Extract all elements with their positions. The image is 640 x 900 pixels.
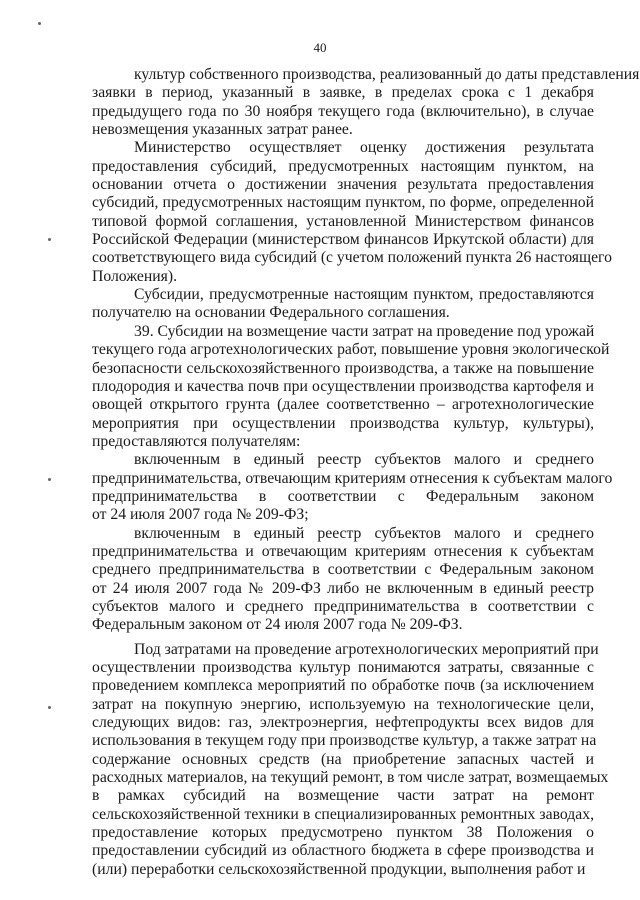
paragraph [92, 139, 612, 286]
document-body [92, 66, 640, 879]
text-line: культур собственного производства, реализованный до даты представления [134, 66, 640, 83]
text-line: предпринимательства, отвечающим критериям отнесения к субъектам малого [92, 469, 613, 487]
page-number: 40 [313, 40, 327, 55]
text-line: безопасности сельскохозяйственного производства, а также на повышение [92, 359, 594, 377]
text-line: предпринимательства и отвечающим критериям отнесения к субъектам [92, 542, 594, 560]
text-line: Министерство осуществляет оценку достижения результата [134, 139, 594, 157]
text-line: от 24 июля 2007 года № 209-ФЗ либо не включенным в единый реестр [92, 579, 594, 597]
text-line: предоставляются получателям: [92, 432, 301, 450]
paragraph [92, 286, 594, 323]
text-line: (или) переработки сельскохозяйственной продукции, выполнения работ и [92, 860, 586, 878]
scan-speck [48, 706, 51, 709]
text-line: содержание основных средств (на приобретение запасных частей и [92, 750, 594, 768]
text-line: включенным в единый реестр субъектов малого и среднего [134, 451, 594, 469]
text-line: мероприятия при осуществлении производства культур, культуры), [92, 414, 594, 432]
text-line: предоставления субсидий, предусмотренных настоящим пунктом, на [92, 157, 594, 175]
text-line: проведением комплекса мероприятий по обработке почв (за исключением [92, 677, 594, 695]
text-line: заявки в период, указанный в заявке, в пределах срока с 1 декабря [92, 84, 594, 102]
text-line: в рамках субсидий на возмещение части затрат на ремонт [92, 787, 594, 805]
text-line: невозмещения указанных затрат ранее. [92, 121, 353, 139]
paragraph [92, 525, 594, 635]
text-line: Под затратами на проведение агротехнологических мероприятий при [134, 640, 599, 658]
text-line: типовой формой соглашения, установленной Министерством финансов [92, 212, 594, 230]
scan-speck [48, 478, 51, 481]
text-line: предыдущего года по 30 ноября текущего года (включительно), в случае [92, 102, 594, 120]
text-line: предпринимательства в соответствии с Федеральным законом [92, 487, 594, 505]
scan-speck [38, 22, 41, 25]
text-line: Российской Федерации (министерством финансов Иркутской области) для [92, 231, 594, 249]
paragraph [92, 322, 610, 451]
paragraph [92, 66, 640, 139]
scan-speck [48, 238, 51, 241]
text-line: основании отчета о достижении значения результата предоставления [92, 176, 594, 194]
text-line: текущего года агротехнологических работ, повышение уровня экологической [92, 341, 610, 359]
text-line: следующих видов: газ, электроэнергия, нефтепродукты всех видов для [92, 714, 594, 732]
text-line: плодородия и качества почв при осуществлении производства картофеля и [92, 377, 594, 395]
text-line: среднего предпринимательства в соответствии с Федеральным законом [92, 561, 594, 579]
text-line: Положения). [92, 267, 177, 285]
text-line: сельскохозяйственной техники в специализированных ремонтных заводах, [92, 805, 594, 823]
text-line: включенным в единый реестр субъектов малого и среднего [134, 524, 594, 542]
paragraph [92, 640, 609, 879]
text-line: субсидий, предусмотренных настоящим пунктом, по форме, определенной [92, 194, 594, 212]
paragraph [92, 451, 613, 524]
text-line: осуществлении производства культур понимаются затраты, связанные с [92, 659, 594, 676]
text-line: овощей открытого грунта (далее соответственно – агротехнологические [92, 396, 594, 414]
text-line: Федеральным законом от 24 июля 2007 года № 209-ФЗ. [92, 616, 463, 634]
text-line: 39. Субсидии на возмещение части затрат на проведение под урожай [134, 322, 595, 340]
text-line: расходных материалов, на текущий ремонт, в том числе затрат, возмещаемых [92, 769, 609, 787]
text-line: Субсидии, предусмотренные настоящим пунктом, предоставляются [134, 286, 594, 304]
text-line: от 24 июля 2007 года № 209-ФЗ; [92, 506, 309, 524]
text-line: предоставлении субсидий из областного бюджета в сфере производства и [92, 842, 594, 860]
text-line: предоставление которых предусмотрено пунктом 38 Положения о [92, 824, 594, 842]
text-line: соответствующего вида субсидий (с учетом положений пункта 26 настоящего [92, 249, 612, 267]
text-line: использования в текущем году при производстве культур, а также затрат на [92, 732, 597, 750]
text-line: затрат на покупную энергию, используемую на технологические цели, [92, 695, 594, 713]
text-line: субъектов малого и среднего предпринимательства в соответствии с [92, 597, 594, 615]
text-line: получателю на основании Федерального соглашения. [92, 304, 450, 322]
